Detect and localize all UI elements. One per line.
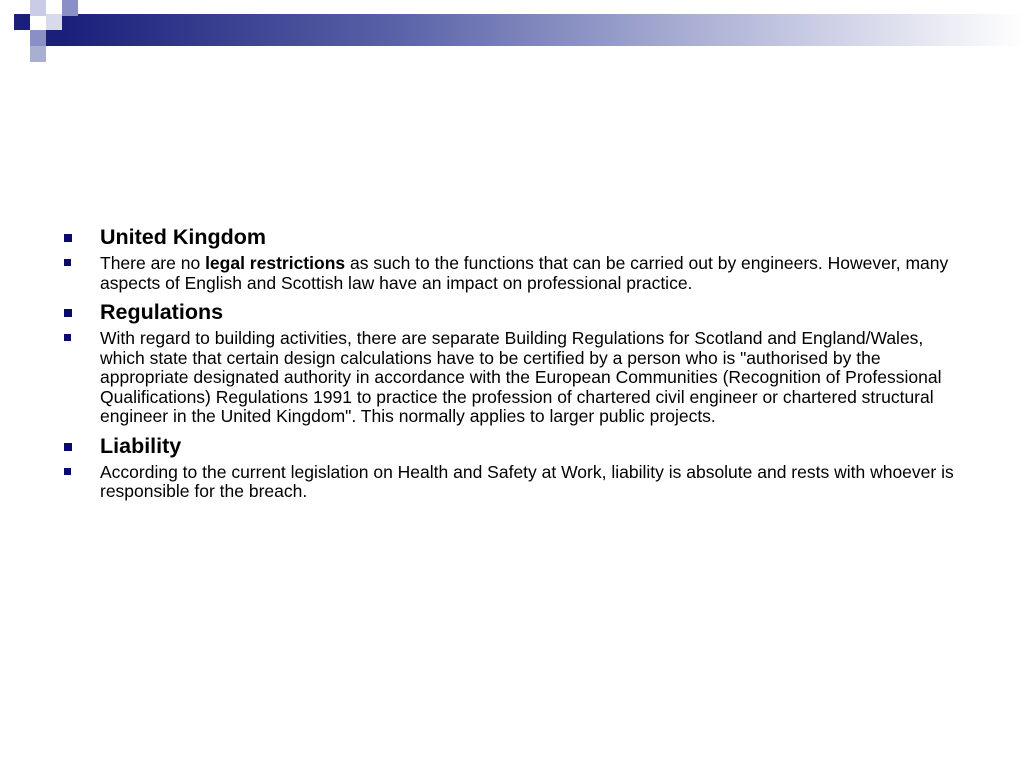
- bullet-square-icon: [64, 259, 71, 266]
- decor-square: [30, 46, 46, 62]
- header-banner: [0, 0, 1024, 62]
- paragraph-prefix: There are no: [100, 253, 206, 273]
- heading-regulations: [62, 299, 972, 325]
- paragraph-legal-restrictions: [62, 254, 972, 293]
- paragraph-text: According to the current legislation on Health and Safety at Work, liability is absolute and rests with whoever is responsible for the breach.: [100, 461, 954, 501]
- heading-liability: [62, 433, 972, 459]
- gradient-bar: [62, 14, 1024, 46]
- decor-square: [46, 14, 62, 30]
- decor-square: [46, 30, 62, 46]
- bullet-square-icon: [64, 234, 72, 242]
- bullet-square-icon: [64, 443, 72, 451]
- bullet-square-icon: [64, 468, 71, 475]
- decor-square: [62, 0, 78, 16]
- paragraph-text: With regard to building activities, there are separate Building Regulations for Scotland and England/Wales, which state that certain design calculations have to be certified by a person who is "authorised by the appropriate designated authority in accordance with the European Communities (Recognition of Professional Qualifications) Regulations 1991 to practice the profession of chartered civil engineer or chartered structural engineer in the United Kingdom". This normally applies to larger public projects.: [100, 328, 942, 426]
- bullet-square-icon: [64, 334, 71, 341]
- decor-square: [30, 0, 46, 16]
- paragraph-liability: [62, 463, 972, 502]
- heading-text: Regulations: [100, 300, 224, 324]
- heading-text: Liability: [100, 433, 182, 458]
- paragraph-bold-term: legal restrictions: [205, 253, 346, 273]
- decor-square: [30, 30, 46, 46]
- paragraph-regulations: [62, 329, 972, 427]
- paragraph-suffix: as such to the functions that can be carried out by engineers. However, many aspects of English and Scottish law have an impact on professional practice.: [100, 253, 949, 293]
- bullet-square-icon: [64, 309, 72, 317]
- decor-square: [14, 14, 30, 30]
- heading-text: United Kingdom: [100, 225, 267, 249]
- slide-content: [62, 224, 972, 508]
- heading-united-kingdom: [62, 224, 972, 250]
